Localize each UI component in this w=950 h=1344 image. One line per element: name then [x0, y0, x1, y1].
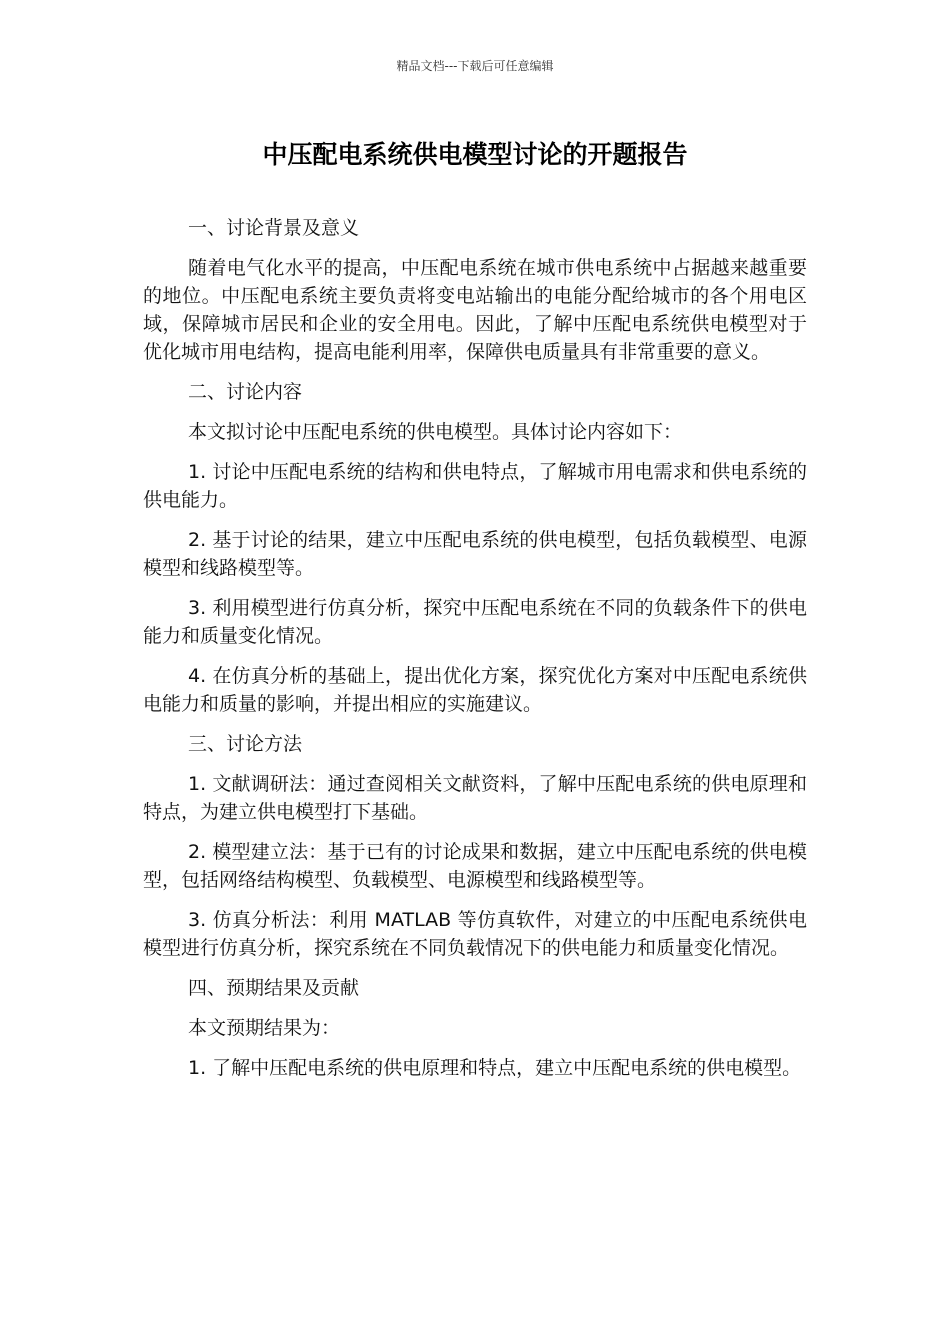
section-heading-results: 四、预期结果及贡献 [188, 977, 360, 999]
section-heading-methods: 三、讨论方法 [188, 733, 303, 755]
list-item-method-3: 3. 仿真分析法：利用 MATLAB 等仿真软件，对建立的中压配电系统供电模型进行仿真分析，探究系统在不同负载情况下的供电能力和质量变化情况。 [143, 909, 807, 959]
list-item-content-2: 2. 基于讨论的结果，建立中压配电系统的供电模型，包括负载模型、电源模型和线路模型等。 [143, 529, 807, 579]
list-item-method-2: 2. 模型建立法：基于已有的讨论成果和数据，建立中压配电系统的供电模型，包括网络结构模型、负载模型、电源模型和线路模型等。 [143, 841, 807, 891]
list-item-content-1: 1. 讨论中压配电系统的结构和供电特点，了解城市用电需求和供电系统的供电能力。 [143, 461, 807, 511]
list-item-method-1: 1. 文献调研法：通过查阅相关文献资料，了解中压配电系统的供电原理和特点，为建立供电模型打下基础。 [143, 773, 807, 823]
document-body [143, 214, 807, 1094]
header-watermark: 精品文档---下载后可任意编辑 [396, 59, 554, 73]
paragraph-background: 随着电气化水平的提高，中压配电系统在城市供电系统中占据越来越重要的地位。中压配电系统主要负责将变电站输出的电能分配给城市的各个用电区域，保障城市居民和企业的安全用电。因此，了解中压配电系统供电模型对于优化城市用电结构，提高电能利用率，保障供电质量具有非常重要的意义。 [143, 257, 807, 363]
paragraph-content-intro: 本文拟讨论中压配电系统的供电模型。具体讨论内容如下： [188, 421, 683, 443]
list-item-content-3: 3. 利用模型进行仿真分析，探究中压配电系统在不同的负载条件下的供电能力和质量变化情况。 [143, 597, 807, 647]
list-item-content-4: 4. 在仿真分析的基础上，提出优化方案，探究优化方案对中压配电系统供电能力和质量的影响，并提出相应的实施建议。 [143, 665, 807, 715]
section-heading-content: 二、讨论内容 [188, 381, 303, 403]
document-title: 中压配电系统供电模型讨论的开题报告 [262, 140, 688, 169]
list-item-result-1: 1. 了解中压配电系统的供电原理和特点，建立中压配电系统的供电模型。 [188, 1057, 802, 1079]
paragraph-results-intro: 本文预期结果为： [188, 1017, 341, 1039]
section-heading-background: 一、讨论背景及意义 [188, 217, 360, 239]
